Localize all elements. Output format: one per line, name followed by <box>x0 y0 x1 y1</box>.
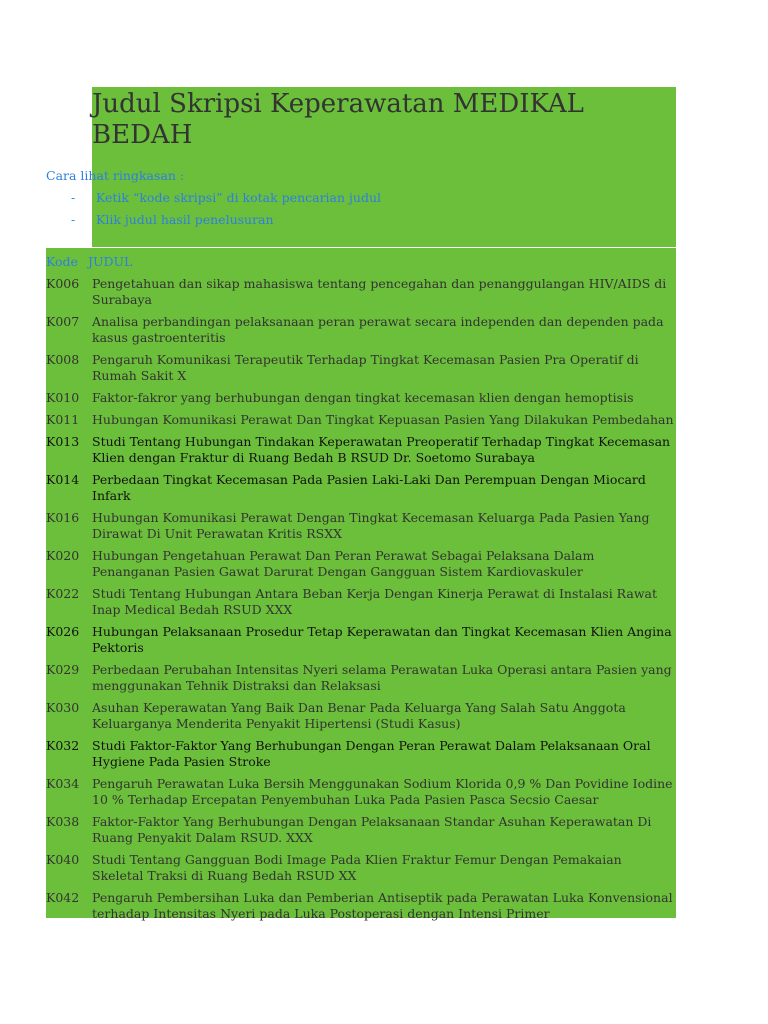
item-code: K042 <box>46 890 80 905</box>
item-title: Hubungan Komunikasi Perawat Dengan Tingkat Kecemasan Keluarga Pada Pasien Yang Dirawat Di Unit Perawatan Kritis RSXX <box>92 510 650 541</box>
list-item <box>46 434 674 466</box>
column-header <box>46 253 132 271</box>
item-title: Pengetahuan dan sikap mahasiswa tentang pencegahan dan penanggulangan HIV/AIDS di Surabaya <box>92 276 667 307</box>
item-code: K011 <box>46 412 80 427</box>
item-title: Pengaruh Pembersihan Luka dan Pemberian Antiseptik pada Perawatan Luka Konvensional terhadap Intensitas Nyeri pada Luka Postoperasi dengan Intensi Primer <box>92 890 673 921</box>
list-item <box>46 548 674 580</box>
step-bullet: - <box>71 212 76 227</box>
item-code: K038 <box>46 814 80 829</box>
list-item <box>46 624 674 656</box>
item-title: Analisa perbandingan pelaksanaan peran perawat secara independen dan dependen pada kasus gastroenteritis <box>92 314 664 345</box>
item-title: Perbedaan Tingkat Kecemasan Pada Pasien Laki-Laki Dan Perempuan Dengan Miocard Infark <box>92 472 646 503</box>
column-header-title: JUDUL <box>87 254 133 269</box>
item-title: Hubungan Pengetahuan Perawat Dan Peran Perawat Sebagai Pelaksana Dalam Penanganan Pasien Gawat Darurat Dengan Gangguan Sistem Kardiovaskuler <box>92 548 595 579</box>
item-title: Studi Tentang Hubungan Antara Beban Kerja Dengan Kinerja Perawat di Instalasi Rawat Inap Medical Bedah RSUD XXX <box>92 586 657 617</box>
item-title: Faktor-fakror yang berhubungan dengan tingkat kecemasan klien dengan hemoptisis <box>92 390 634 405</box>
list-item <box>46 814 674 846</box>
item-code: K016 <box>46 510 80 525</box>
list-item <box>46 314 674 346</box>
item-code: K020 <box>46 548 80 563</box>
step-text: Ketik “kode skripsi” di kotak pencarian judul <box>96 190 381 205</box>
item-title: Pengaruh Komunikasi Terapeutik Terhadap Tingkat Kecemasan Pasien Pra Operatif di Rumah Sakit X <box>92 352 639 383</box>
list-item <box>46 738 674 770</box>
item-title: Perbedaan Perubahan Intensitas Nyeri selama Perawatan Luka Operasi antara Pasien yang menggunakan Tehnik Distraksi dan Relaksasi <box>92 662 672 693</box>
list-item <box>46 276 674 308</box>
item-code: K013 <box>46 434 80 449</box>
item-title: Studi Faktor-Faktor Yang Berhubungan Dengan Peran Perawat Dalam Pelaksanaan Oral Hygiene Pada Pasien Stroke <box>92 738 651 769</box>
step-bullet: - <box>71 190 76 205</box>
item-code: K006 <box>46 276 80 291</box>
item-code: K030 <box>46 700 80 715</box>
item-code: K040 <box>46 852 80 867</box>
instructions <box>46 165 381 231</box>
item-title: Studi Tentang Gangguan Bodi Image Pada Klien Fraktur Femur Dengan Pemakaian Skeletal Traksi di Ruang Bedah RSUD XX <box>92 852 622 883</box>
list-item <box>46 352 674 384</box>
item-code: K008 <box>46 352 80 367</box>
list-item <box>46 852 674 884</box>
item-title: Hubungan Pelaksanaan Prosedur Tetap Keperawatan dan Tingkat Kecemasan Klien Angina Pektoris <box>92 624 672 655</box>
list-item <box>46 890 674 922</box>
item-code: K034 <box>46 776 80 791</box>
list-item <box>46 700 674 732</box>
item-code: K026 <box>46 624 80 639</box>
column-header-code: Kode <box>46 254 78 269</box>
item-code: K010 <box>46 390 80 405</box>
item-code: K014 <box>46 472 80 487</box>
item-code: K029 <box>46 662 80 677</box>
item-title: Asuhan Keperawatan Yang Baik Dan Benar Pada Keluarga Yang Salah Satu Anggota Keluarganya Menderita Penyakit Hipertensi (Studi Kasus) <box>92 700 626 731</box>
list-item <box>46 472 674 504</box>
page-title: Judul Skripsi Keperawatan MEDIKAL BEDAH <box>92 89 584 150</box>
instruction-step <box>46 187 381 209</box>
item-code: K022 <box>46 586 80 601</box>
item-title: Studi Tentang Hubungan Tindakan Keperawatan Preoperatif Terhadap Tingkat Kecemasan Klien dengan Fraktur di Ruang Bedah B RSUD Dr. Soetomo Surabaya <box>92 434 671 465</box>
item-title: Faktor-Faktor Yang Berhubungan Dengan Pelaksanaan Standar Asuhan Keperawatan Di Ruang Penyakit Dalam RSUD. XXX <box>92 814 652 845</box>
list-item <box>46 510 674 542</box>
thesis-list <box>46 276 674 928</box>
item-code: K032 <box>46 738 80 753</box>
item-code: K007 <box>46 314 80 329</box>
list-item <box>46 412 674 428</box>
list-item <box>46 586 674 618</box>
step-text: Klik judul hasil penelusuran <box>96 212 274 227</box>
item-title: Hubungan Komunikasi Perawat Dan Tingkat Kepuasan Pasien Yang Dilakukan Pembedahan <box>92 412 674 427</box>
item-title: Pengaruh Perawatan Luka Bersih Menggunakan Sodium Klorida 0,9 % Dan Povidine Iodine 10 % Terhadap Ercepatan Penyembuhan Luka Pada Pasien Pasca Secsio Caesar <box>92 776 673 807</box>
list-item <box>46 390 674 406</box>
list-item <box>46 662 674 694</box>
instructions-heading: Cara lihat ringkasan : <box>46 168 185 183</box>
instruction-step <box>46 209 381 231</box>
list-item <box>46 776 674 808</box>
